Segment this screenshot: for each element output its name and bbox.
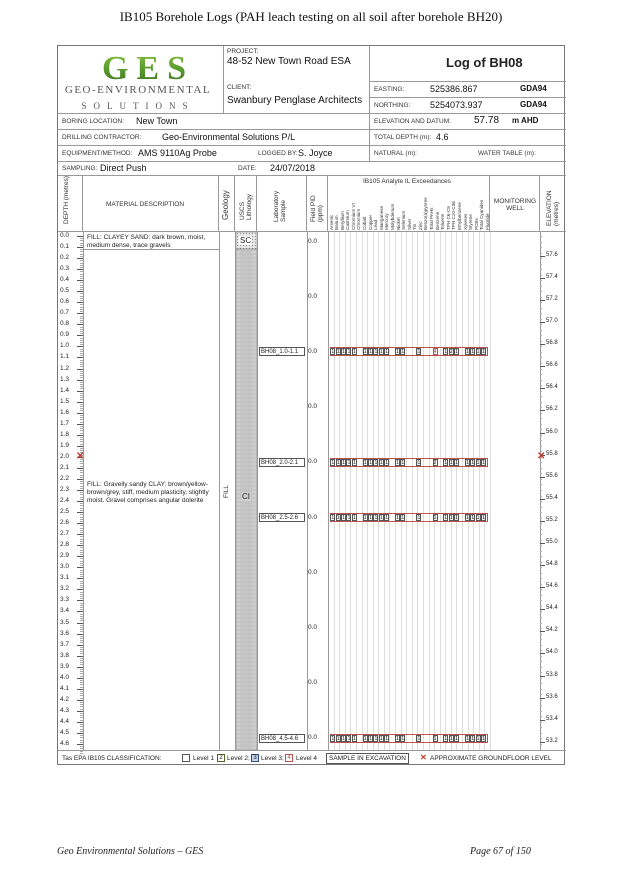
depth-tick-label: 0.4 xyxy=(60,276,70,284)
analyte-label: Zinc xyxy=(417,221,423,230)
pid-value: 0.0 xyxy=(308,292,318,300)
analyte-level: 1 xyxy=(471,735,475,742)
depth-tick-label: 3.0 xyxy=(60,563,70,571)
depth-tick-label: 4.2 xyxy=(60,695,70,703)
analyte-level: 1 xyxy=(401,459,405,466)
elevation-tick-label: 54.6 xyxy=(546,583,558,590)
analyte-label: Mercury xyxy=(384,213,390,230)
elevation-unit: m AHD xyxy=(512,116,539,125)
analyte-level: 1 xyxy=(455,735,459,742)
easting-row xyxy=(370,82,566,98)
analyte-title: IB105 Analyte IL Exceedances xyxy=(363,178,451,185)
depth-tick-label: 4.1 xyxy=(60,684,70,692)
analyte-level: 1 xyxy=(481,459,485,466)
elevation-tick-label: 53.8 xyxy=(546,671,558,678)
analyte-level: 1 xyxy=(476,349,480,356)
depth-tick-label: 1.2 xyxy=(60,364,70,372)
depth-tick-label: 0.3 xyxy=(60,265,70,273)
legend-groundfloor: APPROXIMATE GROUNDFLOOR LEVEL xyxy=(430,755,552,762)
depth-tick-label: 1.0 xyxy=(60,342,70,350)
elevation-header: ELEVATION (metres) xyxy=(546,190,560,226)
analyte-level: 1 xyxy=(417,349,421,356)
analyte-label: Total Cyanides xyxy=(479,199,485,230)
depth-tick-label: 2.3 xyxy=(60,486,70,493)
analyte-level: 1 xyxy=(417,459,421,466)
material-header-cell xyxy=(83,176,219,232)
analyte-level: 1 xyxy=(374,735,378,742)
depth-tick-label: 3.2 xyxy=(60,585,70,593)
depth-tick-label: 2.2 xyxy=(60,474,70,482)
analyte-label: Selenium xyxy=(401,210,407,230)
natural-label: NATURAL (m): xyxy=(374,150,417,157)
pid-value: 0.0 xyxy=(308,458,318,466)
logo-word: GES xyxy=(101,52,195,82)
elevation-header-cell xyxy=(540,176,566,232)
analyte-level: 1 xyxy=(395,735,399,742)
analyte-level: 1 xyxy=(433,515,437,522)
boring-location-value: New Town xyxy=(136,116,178,126)
drilling-label: DRILLING CONTRACTOR: xyxy=(62,134,142,141)
uscs-sc-label: SC xyxy=(240,236,252,245)
analyte-label-strip xyxy=(328,186,490,232)
depth-tick-label: 3.4 xyxy=(60,607,70,615)
total-depth-row xyxy=(370,130,566,146)
analyte-label: Fluoride xyxy=(484,213,490,230)
depth-tick-label: 2.7 xyxy=(60,530,70,538)
analyte-level: 1 xyxy=(449,515,453,522)
analyte-label: Manganese xyxy=(378,205,384,230)
depth-tick-label: 4.5 xyxy=(60,728,70,736)
uscs-ci-label: CI xyxy=(242,492,250,501)
pid-value: 0.0 xyxy=(308,403,318,411)
logged-label: LOGGED BY: xyxy=(258,150,298,157)
geology-header: Geology xyxy=(221,190,230,220)
elevation-tick-label: 54.0 xyxy=(546,649,558,656)
depth-tick-label: 3.6 xyxy=(60,629,70,637)
depth-tick-label: 0.8 xyxy=(60,320,70,328)
depth-tick-label: 1.7 xyxy=(60,419,70,427)
elevation-tick-label: 57.0 xyxy=(546,318,558,325)
analyte-level: 1 xyxy=(336,459,340,466)
marker-layer xyxy=(58,232,566,750)
analyte-level: 1 xyxy=(331,515,335,522)
depth-tick-label: 1.9 xyxy=(60,441,70,449)
depth-tick-label: 4.6 xyxy=(60,740,70,747)
lab-sample-id: BH08_2.5-2.6 xyxy=(259,513,305,522)
depth-tick-label: 0.9 xyxy=(60,331,70,339)
analyte-level: 1 xyxy=(444,459,448,466)
northing-datum: GDA94 xyxy=(520,100,547,109)
pid-value: 0.0 xyxy=(308,237,318,245)
material-header: MATERIAL DESCRIPTION xyxy=(106,201,185,208)
client-value: Swanbury Penglase Architects xyxy=(227,95,363,106)
equipment-value: AMS 9110Ag Probe xyxy=(138,148,217,158)
total-depth-value: 4.6 xyxy=(436,132,449,142)
groundfloor-marker-right: ✕ xyxy=(537,450,546,462)
analyte-level: 1 xyxy=(401,515,405,522)
analyte-level: 1 xyxy=(331,459,335,466)
analyte-level: 1 xyxy=(444,515,448,522)
analyte-label: Beryllium xyxy=(339,211,345,230)
depth-tick-label: 0.6 xyxy=(60,298,70,306)
easting-value: 525386.867 xyxy=(430,84,478,94)
depth-tick-label: 2.4 xyxy=(60,497,70,505)
depth-tick-label: 0.7 xyxy=(60,309,70,317)
monitoring-header: MONITORING WELL xyxy=(493,198,537,212)
analyte-level: 1 xyxy=(352,349,356,356)
analyte-level: 1 xyxy=(342,515,346,522)
analyte-level: 1 xyxy=(379,349,383,356)
analyte-level: 1 xyxy=(481,515,485,522)
analyte-level: 1 xyxy=(465,459,469,466)
legend-prefix: Tas EPA IB105 CLASSIFICATION: xyxy=(62,755,162,762)
lab-header: Laboratory Sample xyxy=(273,190,287,222)
analyte-level: 1 xyxy=(444,735,448,742)
analyte-level: 1 xyxy=(352,515,356,522)
logged-value: S. Joyce xyxy=(298,148,333,158)
analyte-level: 1 xyxy=(455,349,459,356)
elevation-label: ELEVATION AND DATUM: xyxy=(374,118,451,125)
analyte-level: 1 xyxy=(395,515,399,522)
analyte-label: Benzo(a)pyrene xyxy=(423,197,429,230)
depth-tick-label: 3.8 xyxy=(60,651,70,659)
analyte-level: 1 xyxy=(342,349,346,356)
depth-tick-label: 1.6 xyxy=(60,408,70,416)
depth-tick-label: 0.1 xyxy=(60,243,70,251)
analyte-level: 1 xyxy=(331,735,335,742)
elevation-tick-label: 56.6 xyxy=(546,362,558,369)
analyte-label: Xylenes xyxy=(462,213,468,230)
analyte-level: 1 xyxy=(455,459,459,466)
elevation-tick-label: 55.8 xyxy=(546,450,558,457)
footer-left: Geo Environmental Solutions – GES xyxy=(57,846,204,857)
material-desc-2: FILL: Gravelly sandy CLAY: brown/yellow-brown/grey, stiff, medium plasticity, slightly moist. Gravel comprises angular dolerite xyxy=(87,481,209,504)
analyte-label: Silver xyxy=(406,218,412,230)
analyte-label: Copper xyxy=(367,214,373,230)
depth-tick-label: 3.9 xyxy=(60,662,70,670)
depth-tick-label: 2.5 xyxy=(60,508,70,516)
analyte-label: Chromium VI xyxy=(350,203,356,230)
log-title: Log of BH08 xyxy=(446,55,523,70)
analyte-level: 2 xyxy=(433,459,437,466)
lab-sample-id: BH08_2.0-2.1 xyxy=(259,458,305,467)
depth-header-cell xyxy=(58,176,83,232)
sampling-value: Direct Push xyxy=(100,163,147,173)
geology-header-cell xyxy=(219,176,235,232)
log-body xyxy=(58,232,566,750)
analyte-level: 1 xyxy=(417,735,421,742)
analyte-label: Cobalt xyxy=(362,216,368,230)
analyte-level: 1 xyxy=(471,349,475,356)
analyte-level: 1 xyxy=(379,459,383,466)
logo-line1: GEO-ENVIRONMENTAL xyxy=(64,84,212,96)
analyte-label: Total PAHs xyxy=(429,207,435,230)
analyte-label: Styrene xyxy=(468,214,474,230)
analyte-level: 1 xyxy=(401,349,405,356)
analyte-level: 1 xyxy=(471,515,475,522)
analyte-level: 1 xyxy=(368,459,373,466)
equipment-label: EQUIPMENT/METHOD: xyxy=(62,150,133,157)
borehole-log-sheet xyxy=(57,45,565,765)
depth-tick-label: 3.7 xyxy=(60,640,70,648)
uscs-header-cell xyxy=(235,176,257,232)
analyte-level: 1 xyxy=(374,459,378,466)
legend-level3: Level 3; xyxy=(261,755,284,762)
analyte-label: Benzene xyxy=(434,211,440,230)
depth-tick-label: 2.8 xyxy=(60,541,70,549)
elevation-tick-label: 54.2 xyxy=(546,627,558,634)
analyte-level: 1 xyxy=(449,459,453,466)
depth-tick-label: 3.5 xyxy=(60,618,70,626)
depth-tick-label: 3.1 xyxy=(60,574,70,582)
pid-value: 0.0 xyxy=(308,734,318,742)
pid-value: 0.0 xyxy=(308,679,318,687)
analyte-level: 4 xyxy=(433,349,437,356)
analyte-level: 1 xyxy=(368,735,373,742)
analyte-level: 1 xyxy=(347,349,351,356)
analyte-level: 1 xyxy=(444,349,448,356)
analyte-label: Tin xyxy=(412,223,418,230)
northing-value: 5254073.937 xyxy=(430,100,483,110)
project-client-block xyxy=(224,46,370,114)
depth-tick-label: 2.0 xyxy=(60,452,70,460)
legend-level1-box xyxy=(182,754,190,762)
analyte-label: Cadmium xyxy=(345,210,351,230)
analyte-level: 1 xyxy=(342,459,346,466)
ges-logo-graphic xyxy=(88,52,208,82)
date-label: DATE: xyxy=(238,165,257,172)
elevation-tick-label: 53.4 xyxy=(546,715,558,722)
depth-tick-label: 2.9 xyxy=(60,552,70,560)
project-label: PROJECT: xyxy=(227,48,259,55)
analyte-level: 1 xyxy=(401,735,405,742)
analyte-level: 1 xyxy=(385,459,389,466)
depth-tick-label: 1.8 xyxy=(60,430,70,438)
legend-x-icon: ✕ xyxy=(420,753,427,762)
groundfloor-marker-left: ✕ xyxy=(76,450,85,462)
analyte-level: 1 xyxy=(465,735,469,742)
analyte-label: Barium xyxy=(334,215,340,230)
depth-tick-label: 3.3 xyxy=(60,596,70,604)
footer-right: Page 67 of 150 xyxy=(470,846,531,857)
monitoring-header-cell xyxy=(490,176,540,232)
logo-block xyxy=(58,46,224,114)
depth-tick-label: 4.4 xyxy=(60,717,70,725)
easting-datum: GDA94 xyxy=(520,84,547,93)
pid-header-cell xyxy=(307,176,328,232)
lab-sample-id: BH08_4.5-4.6 xyxy=(259,734,305,743)
analyte-level: 1 xyxy=(368,349,373,356)
analyte-level: 1 xyxy=(352,735,356,742)
elevation-tick-label: 55.4 xyxy=(546,494,558,501)
elevation-tick-label: 55.6 xyxy=(546,472,558,479)
elevation-tick-label: 57.2 xyxy=(546,296,558,303)
analyte-level: 1 xyxy=(481,735,485,742)
analyte-level: 1 xyxy=(336,349,340,356)
elevation-tick-label: 55.0 xyxy=(546,539,558,545)
lab-sample-id: BH08_1.0-1.1 xyxy=(259,347,305,356)
sampling-row xyxy=(58,162,566,176)
legend-level2-box: 2 xyxy=(217,754,225,762)
drilling-row xyxy=(58,130,370,146)
elevation-row xyxy=(370,114,566,130)
analyte-level: 1 xyxy=(363,515,367,522)
analyte-level: 1 xyxy=(347,735,351,742)
analyte-level: 1 xyxy=(363,459,367,466)
depth-tick-label: 1.5 xyxy=(60,397,70,405)
elevation-tick-label: 55.2 xyxy=(546,516,558,523)
legend-bar xyxy=(58,750,566,767)
analyte-level: 1 xyxy=(395,459,399,466)
depth-tick-label: 2.1 xyxy=(60,463,70,471)
analyte-level: 1 xyxy=(374,349,378,356)
material-desc-1: FILL: CLAYEY SAND: dark brown, moist, medium dense, trace gravels xyxy=(87,234,206,249)
geology-fill-label: FILL xyxy=(223,484,230,498)
analyte-level: 1 xyxy=(417,515,421,522)
sampling-label: SAMPLING: xyxy=(62,165,98,172)
column-header-row xyxy=(58,176,566,232)
pid-value: 0.0 xyxy=(308,568,318,576)
legend-level1: Level 1 xyxy=(193,755,214,762)
analyte-label: Nickel xyxy=(395,217,401,230)
analyte-level: 1 xyxy=(476,735,480,742)
analyte-label: Ethylbenzene xyxy=(456,202,462,230)
analyte-label: Toluene xyxy=(440,213,446,230)
analyte-level: 1 xyxy=(368,515,373,522)
log-title-block xyxy=(370,46,566,82)
analyte-level: 1 xyxy=(379,515,383,522)
analyte-level: 2 xyxy=(449,349,453,356)
project-value: 48-52 New Town Road ESA xyxy=(227,56,351,67)
analyte-level: 1 xyxy=(363,735,367,742)
analyte-level: 1 xyxy=(481,349,485,356)
client-label: CLIENT: xyxy=(227,84,252,91)
legend-level4: Level 4 xyxy=(296,755,317,762)
elevation-tick-label: 53.6 xyxy=(546,693,558,700)
legend-level4-box: 4 xyxy=(285,754,293,762)
natural-water-row xyxy=(370,146,566,162)
depth-tick-label: 0.5 xyxy=(60,287,70,295)
depth-tick-label: 1.1 xyxy=(60,353,70,361)
elevation-tick-label: 54.4 xyxy=(546,605,558,612)
analyte-level: 1 xyxy=(347,459,351,466)
analyte-level: 1 xyxy=(363,349,367,356)
analyte-level: 1 xyxy=(433,735,437,742)
pid-value: 0.0 xyxy=(308,347,318,355)
analyte-level: 1 xyxy=(385,349,389,356)
water-table-label: WATER TABLE (m): xyxy=(478,150,536,157)
legend-sample: SAMPLE IN EXCAVATION xyxy=(326,753,409,764)
elevation-tick-label: 57.6 xyxy=(546,251,558,258)
elevation-tick-label: 57.4 xyxy=(546,273,558,280)
analyte-level: 1 xyxy=(336,735,340,742)
analyte-label: Molybdenum xyxy=(389,203,395,230)
analyte-header-cell xyxy=(328,176,490,232)
analyte-level: 1 xyxy=(476,459,480,466)
analyte-level: 1 xyxy=(465,515,469,522)
elevation-tick-label: 56.4 xyxy=(546,384,558,391)
analyte-label: Chromium xyxy=(356,208,362,230)
page-title: IB105 Borehole Logs (PAH leach testing on all soil after borehole BH20) xyxy=(119,9,503,24)
analyte-level: 1 xyxy=(385,735,389,742)
depth-tick-label: 0.0 xyxy=(60,232,70,239)
elevation-value: 57.78 xyxy=(474,115,500,126)
northing-label: NORTHING: xyxy=(374,102,411,109)
pid-value: 0.0 xyxy=(308,624,318,632)
northing-row xyxy=(370,98,566,114)
depth-tick-label: 2.6 xyxy=(60,519,70,527)
lab-header-cell xyxy=(257,176,307,232)
depth-tick-label: 0.2 xyxy=(60,254,70,262)
analyte-level: 1 xyxy=(471,459,475,466)
boring-location-label: BORING LOCATION: xyxy=(62,118,124,125)
drilling-value: Geo-Environmental Solutions P/L xyxy=(162,132,296,142)
analyte-level: 1 xyxy=(449,735,453,742)
elevation-tick-label: 56.8 xyxy=(546,340,558,347)
analyte-level: 1 xyxy=(347,515,351,522)
analyte-level: 1 xyxy=(395,349,399,356)
analyte-level: 1 xyxy=(385,515,389,522)
elevation-tick-label: 53.2 xyxy=(546,737,558,744)
analyte-level: 1 xyxy=(455,515,459,522)
analyte-level: 1 xyxy=(465,349,469,356)
analyte-label: Lead xyxy=(373,219,379,230)
uscs-header: USCS Lithology xyxy=(239,193,253,220)
analyte-level: 1 xyxy=(374,515,378,522)
elevation-tick-label: 54.8 xyxy=(546,561,558,568)
analyte-label: TPH C6-C9 xyxy=(445,206,451,230)
analyte-level: 1 xyxy=(379,735,383,742)
depth-tick-label: 1.4 xyxy=(60,386,70,394)
legend-level2: Level 2; xyxy=(227,755,250,762)
analyte-level: 1 xyxy=(336,515,340,522)
elevation-tick-label: 56.0 xyxy=(546,428,558,435)
legend-level3-box: 3 xyxy=(251,754,259,762)
analyte-label: PCBs xyxy=(473,218,479,230)
total-depth-label: TOTAL DEPTH (m): xyxy=(374,134,432,141)
analyte-level: 1 xyxy=(342,735,346,742)
depth-header: DEPTH (metres) xyxy=(63,175,70,224)
analyte-level: 1 xyxy=(476,515,480,522)
logo-line2: SOLUTIONS xyxy=(81,101,195,111)
equipment-row xyxy=(58,146,370,162)
analyte-level: 1 xyxy=(331,349,335,356)
analyte-level: 1 xyxy=(352,459,356,466)
date-value: 24/07/2018 xyxy=(270,163,316,173)
analyte-label: TPH C10-C36 xyxy=(451,201,457,230)
depth-tick-label: 1.3 xyxy=(60,375,70,383)
easting-label: EASTING: xyxy=(374,86,405,93)
elevation-tick-label: 56.2 xyxy=(546,406,558,413)
analyte-label: Arsenic xyxy=(328,214,334,230)
boring-location-row xyxy=(58,114,370,130)
depth-tick-label: 4.0 xyxy=(60,673,70,681)
pid-header: Field PID (ppm) xyxy=(310,195,324,222)
pid-value: 0.0 xyxy=(308,513,318,521)
depth-tick-label: 4.3 xyxy=(60,706,70,714)
